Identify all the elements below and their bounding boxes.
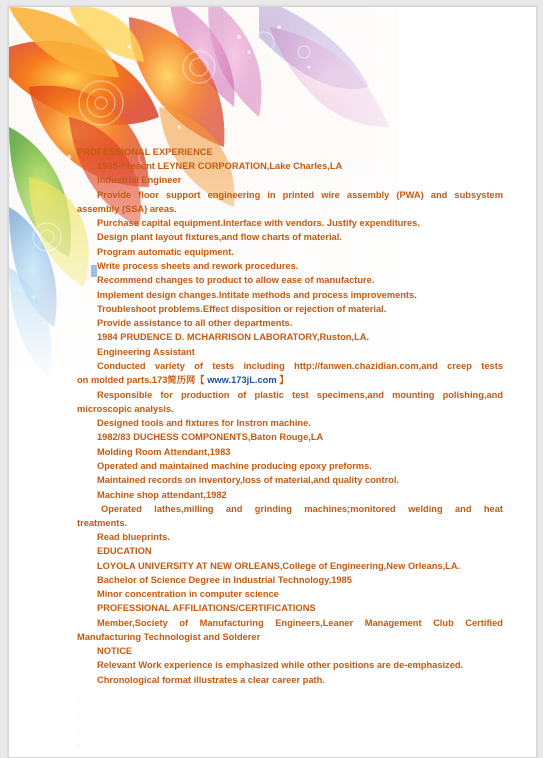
job-entry: 1984 PRUDENCE D. MCHARRISON LABORATORY,Ruston,LA.	[97, 332, 370, 342]
duty-line: Designed tools and fixtures for Instron machine.	[97, 418, 311, 428]
professional-experience-heading: PROFESSIONAL EXPERIENCE	[77, 147, 213, 157]
document-page	[8, 6, 537, 758]
duty-line: Provide assistance to all other departments.	[97, 318, 293, 328]
affiliation-line: Manufacturing Technologist and Solderer	[77, 632, 261, 642]
job-entry: 1982/83 DUCHESS COMPONENTS,Baton Rouge,LA	[97, 432, 324, 442]
education-line: Bachelor of Science Degree in Industrial Technology,1985	[97, 575, 352, 585]
duty-line: Design plant layout fixtures,and flow charts of material.	[97, 232, 342, 242]
duty-text: on molded parts.173简历网【	[77, 375, 205, 385]
bracket-text: 】	[279, 375, 289, 385]
affiliation-line	[77, 616, 503, 630]
duty-line	[77, 373, 289, 387]
notice-heading: NOTICE	[97, 646, 133, 656]
empty-paragraph-mark: .	[77, 694, 80, 703]
duty-line: Program automatic equipment.	[97, 247, 234, 257]
duty-text: Conducted variety of tests including http://fanwen.chazidian.com,and creep tests	[97, 361, 503, 371]
education-heading: EDUCATION	[97, 546, 152, 556]
resume-text	[9, 7, 536, 757]
duty-line	[77, 388, 503, 402]
duty-line	[77, 188, 503, 202]
website-link[interactable]: www.173jL.com	[207, 375, 277, 385]
duty-line: assembly (SSA) areas.	[77, 204, 177, 214]
duty-line: Troubleshoot problems.Effect disposition or rejection of material.	[97, 304, 387, 314]
duty-text: Operated lathes,milling and grinding machines;monitored welding and heat	[101, 504, 503, 514]
job-title: Engineering Assistant	[97, 347, 195, 357]
duty-line: Write process sheets and rework procedures.	[97, 261, 299, 271]
affiliation-text: Member,Society of Manufacturing Engineers,Leaner Management Club Certified	[97, 618, 503, 628]
duty-line	[77, 359, 503, 373]
job-entry: 1985-Present LEYNER CORPORATION,Lake Charles,LA	[97, 161, 343, 171]
education-line: LOYOLA UNIVERSITY AT NEW ORLEANS,College of Engineering,New Orleans,LA.	[97, 561, 461, 571]
duty-line: Read blueprints.	[97, 532, 170, 542]
duty-line: treatments.	[77, 518, 128, 528]
job-title: Industrial Engineer	[97, 175, 182, 185]
duty-line	[77, 502, 503, 516]
duty-line: Implement design changes.Intitate methods and process improvements.	[97, 290, 417, 300]
notice-line: Relevant Work experience is emphasized while other positions are de-emphasized.	[97, 660, 464, 670]
education-line: Minor concentration in computer science	[97, 589, 279, 599]
duty-line: microscopic analysis.	[77, 404, 174, 414]
empty-paragraph-mark: .	[77, 739, 80, 748]
duty-line: Recommend changes to product to allow ease of manufacture.	[97, 275, 375, 285]
notice-line: Chronological format illustrates a clear career path.	[97, 675, 325, 685]
affiliations-heading: PROFESSIONAL AFFILIATIONS/CERTIFICATIONS	[97, 603, 316, 613]
empty-paragraph-mark: .	[77, 724, 80, 733]
empty-paragraph-mark: .	[77, 709, 80, 718]
duty-line: Operated and maintained machine producing epoxy preforms.	[97, 461, 372, 471]
duty-line: Purchase capital equipment.Interface with vendors. Justify expenditures.	[97, 218, 420, 228]
duty-text: Provide floor support engineering in printed wire assembly (PWA) and subsystem	[97, 190, 503, 200]
duty-text: Responsible for production of plastic test specimens,and mounting polishing,and	[97, 390, 503, 400]
job-title: Molding Room Attendant,1983	[97, 447, 231, 457]
job-title: Machine shop attendant,1982	[97, 490, 227, 500]
duty-line: Maintained records on inventory,loss of material,and quality control.	[97, 475, 400, 485]
